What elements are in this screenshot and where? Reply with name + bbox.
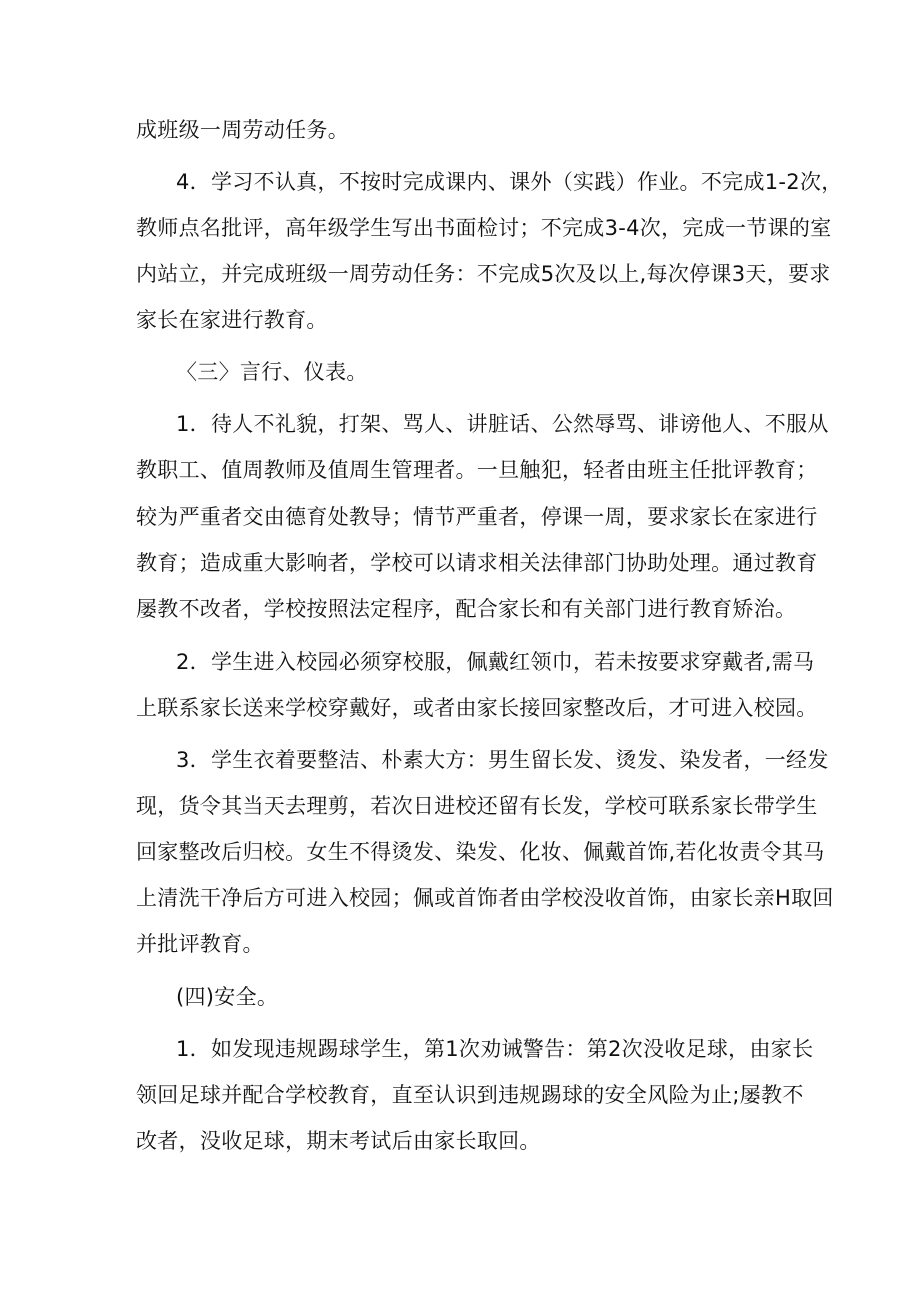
section-heading: (四)安全。: [176, 985, 279, 1009]
text-line: 成班级一周劳动任务。: [136, 118, 349, 142]
text-line: 回家整改后归校。女生不得烫发、染发、化妆、佩戴首饰,若化妆责令其马: [136, 840, 825, 864]
text-line: 教师点名批评，高年级学生写出书面检讨；不完成3-4次，完成一节课的室: [136, 216, 832, 240]
section-heading: 〈三〉言行、仪表。: [176, 360, 368, 384]
text-line: 屡教不改者，学校按照法定程序，配合家长和有关部门进行教育矫治。: [136, 597, 797, 621]
text-line: 教育；造成重大影响者，学校可以请求相关法律部门协助处理。通过教育: [136, 551, 818, 575]
text-line: 1．待人不礼貌，打架、骂人、讲脏话、公然辱骂、诽谤他人、不服从: [176, 412, 829, 436]
text-line: 并批评教育。: [136, 932, 264, 956]
text-line: 改者，没收足球，期末考试后由家长取回。: [136, 1129, 541, 1153]
text-line: 3．学生衣着要整洁、朴素大方：男生留长发、烫发、染发者，一经发: [176, 748, 829, 772]
text-line: 4．学习不认真，不按时完成课内、课外（实践）作业。不完成1-2次，: [176, 170, 843, 194]
text-line: 领回足球并配合学校教育，直至认识到违规踢球的安全风险为止;屡教不: [136, 1083, 804, 1107]
text-line: 1．如发现违规踢球学生，第1次劝诫警告：第2次没收足球，由家长: [176, 1037, 814, 1061]
text-line: 上清洗干净后方可进入校园；佩或首饰者由学校没收首饰，由家长亲H取回: [136, 886, 834, 910]
text-line: 较为严重者交由德育处教导；情节严重者，停课一周，要求家长在家进行: [136, 505, 818, 529]
text-line: 2．学生进入校园必须穿校服，佩戴红领巾，若未按要求穿戴者,需马: [176, 650, 815, 674]
text-line: 教职工、值周教师及值周生管理者。一旦触犯，轻者由班主任批评教育；: [136, 458, 818, 482]
text-line: 内站立，并完成班级一周劳动任务：不完成5次及以上,每次停课3天，要求: [136, 262, 831, 286]
text-line: 现，货令其当天去理剪，若次日进校还留有长发，学校可联系家长带学生: [136, 794, 818, 818]
text-line: 家长在家进行教育。: [136, 308, 328, 332]
text-line: 上联系家长送来学校穿戴好，或者由家长接回家整改后，才可进入校园。: [136, 696, 818, 720]
